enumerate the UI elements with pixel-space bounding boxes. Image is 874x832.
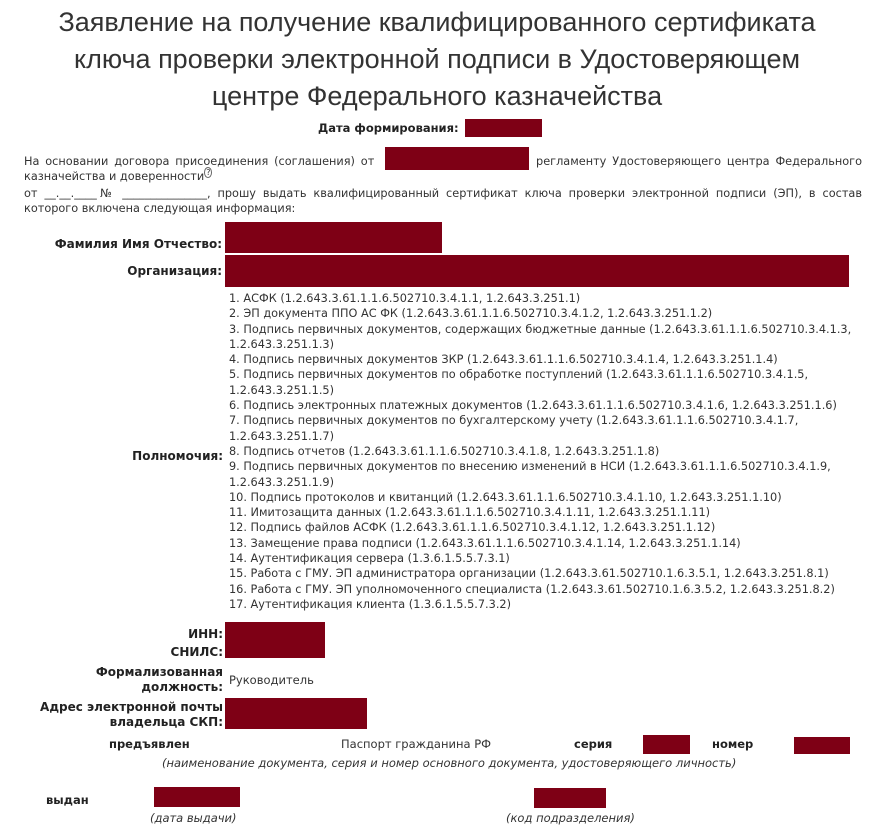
from-text: от <box>24 187 38 200</box>
org-redaction <box>225 255 849 287</box>
blank-number: _______________ <box>122 187 207 200</box>
inn-snils-redaction <box>225 622 325 658</box>
date-redaction <box>465 119 542 137</box>
blank-year: ____ <box>74 187 97 200</box>
permission-item: 8. Подпись отчетов (1.2.643.3.61.1.1.6.502710.3.4.1.8, 1.2.643.3.251.1.8) <box>229 444 660 458</box>
contract-date-redaction <box>385 147 529 170</box>
intro-line2: от __.__.____№ _______________, прошу выдать квалифицированный сертификат ключа проверки электронной подписи (ЭП), в состав которого включена следующая информация: <box>24 187 863 215</box>
number-redaction <box>794 737 850 754</box>
permission-item: 2. ЭП документа ППО АС ФК (1.2.643.3.61.1.1.6.502710.3.4.1.2, 1.2.643.3.251.1.2) <box>229 307 713 321</box>
inn-label: ИНН: <box>188 627 223 641</box>
permission-item: 17. Аутентификация клиента (1.3.6.1.5.5.7.3.2) <box>229 597 512 611</box>
position-value: Руководитель <box>229 673 314 687</box>
doc-caption: (наименование документа, серия и номер основного документа, удостоверяющего личность) <box>162 756 737 770</box>
help-icon[interactable]: ? <box>206 168 211 178</box>
permission-item: 11. Имитозащита данных (1.2.643.3.61.1.1.6.502710.3.4.1.11, 1.2.643.3.251.1.11) <box>229 506 711 520</box>
snils-label: СНИЛС: <box>170 645 223 659</box>
permission-item: 4. Подпись первичных документов ЗКР (1.2.643.3.61.1.1.6.502710.3.4.1.4, 1.2.643.3.251.1.4) <box>229 353 778 367</box>
date-label: Дата формирования: <box>318 121 459 135</box>
org-label: Организация: <box>127 264 222 278</box>
intro-part2: регламенту Удостоверяющего центра Федерального казначейства и доверенности <box>24 155 863 183</box>
permission-item: 1. АСФК (1.2.643.3.61.1.1.6.502710.3.4.1.1, 1.2.643.3.251.1) <box>229 292 581 305</box>
page-title: Заявление на получение квалифицированного сертификата ключа проверки электронной подписи в Удостоверяющем центре Федерального казначейства <box>58 7 816 111</box>
permission-item: 6. Подпись электронных платежных документов (1.2.643.3.61.1.1.6.502710.3.4.1.6, 1.2.643.3.251.1.6) <box>229 399 837 413</box>
permission-item: 15. Работа с ГМУ. ЭП администратора организации (1.2.643.3.61.502710.1.6.3.5.1, 1.2.643.3.251.8.1) <box>229 567 829 581</box>
intro-part1: На основании договора присоединения (соглашения) от <box>24 155 375 168</box>
permission-item: 14. Аутентификация сервера (1.3.6.1.5.5.7.3.1) <box>229 552 510 566</box>
issue-date-redaction <box>154 787 240 807</box>
request-text: , прошу выдать квалифицированный сертификат ключа проверки электронной подписи (ЭП), в состав которого включена следующая информация: <box>24 187 863 215</box>
series-label: серия <box>574 737 613 751</box>
number-sign: № <box>96 187 116 200</box>
permission-item: 13. Замещение права подписи (1.2.643.3.61.1.1.6.502710.3.4.1.14, 1.2.643.3.251.1.14) <box>229 536 741 550</box>
position-label: Формализованная должность: <box>95 665 223 694</box>
permission-item: 7. Подпись первичных документов по бухгалтерскому учету (1.2.643.3.61.1.1.6.502710.3.4.1.7, 1.2.643.3.251.1.7) <box>229 414 799 443</box>
code-redaction <box>534 788 606 808</box>
permission-item: 9. Подпись первичных документов по внесению изменений в НСИ (1.2.643.3.61.1.1.6.502710.3.4.1.9, 1.2.643.3.251.1.9) <box>229 460 831 489</box>
fio-label: Фамилия Имя Отчество: <box>54 237 222 251</box>
doc-type: Паспорт гражданина РФ <box>341 737 492 751</box>
fio-redaction <box>225 222 442 253</box>
blank-day: __ <box>44 187 56 200</box>
email-label: Адрес электронной почты владельца СКП: <box>40 700 223 729</box>
permission-item: 5. Подпись первичных документов по обработке поступлений (1.2.643.3.61.1.1.6.502710.3.4.1.5, 1.2.643.3.251.1.5) <box>229 368 809 397</box>
email-redaction <box>225 698 367 729</box>
blank-month: __ <box>59 187 71 200</box>
number-label: номер <box>712 737 754 751</box>
perm-label: Полномочия: <box>132 449 223 463</box>
code-caption: (код подразделения) <box>506 811 635 825</box>
presented-label: предъявлен <box>109 737 190 751</box>
permission-item: 12. Подпись файлов АСФК (1.2.643.3.61.1.1.6.502710.3.4.1.12, 1.2.643.3.251.1.12) <box>229 521 716 535</box>
permission-item: 16. Работа с ГМУ. ЭП уполномоченного специалиста (1.2.643.3.61.502710.1.6.3.5.2, 1.2.643.3.251.8.2) <box>229 582 835 596</box>
permission-item: 10. Подпись протоколов и квитанций (1.2.643.3.61.1.1.6.502710.3.4.1.10, 1.2.643.3.251.1.10) <box>229 490 782 504</box>
issued-label: выдан <box>46 793 89 807</box>
permission-item: 3. Подпись первичных документов, содержащих бюджетные данные (1.2.643.3.61.1.1.6.502710.3.4.1.3, 1.2.643.3.251.1.3) <box>229 322 852 351</box>
series-redaction <box>643 735 690 754</box>
permissions-list <box>229 291 859 612</box>
date-caption: (дата выдачи) <box>150 811 237 825</box>
